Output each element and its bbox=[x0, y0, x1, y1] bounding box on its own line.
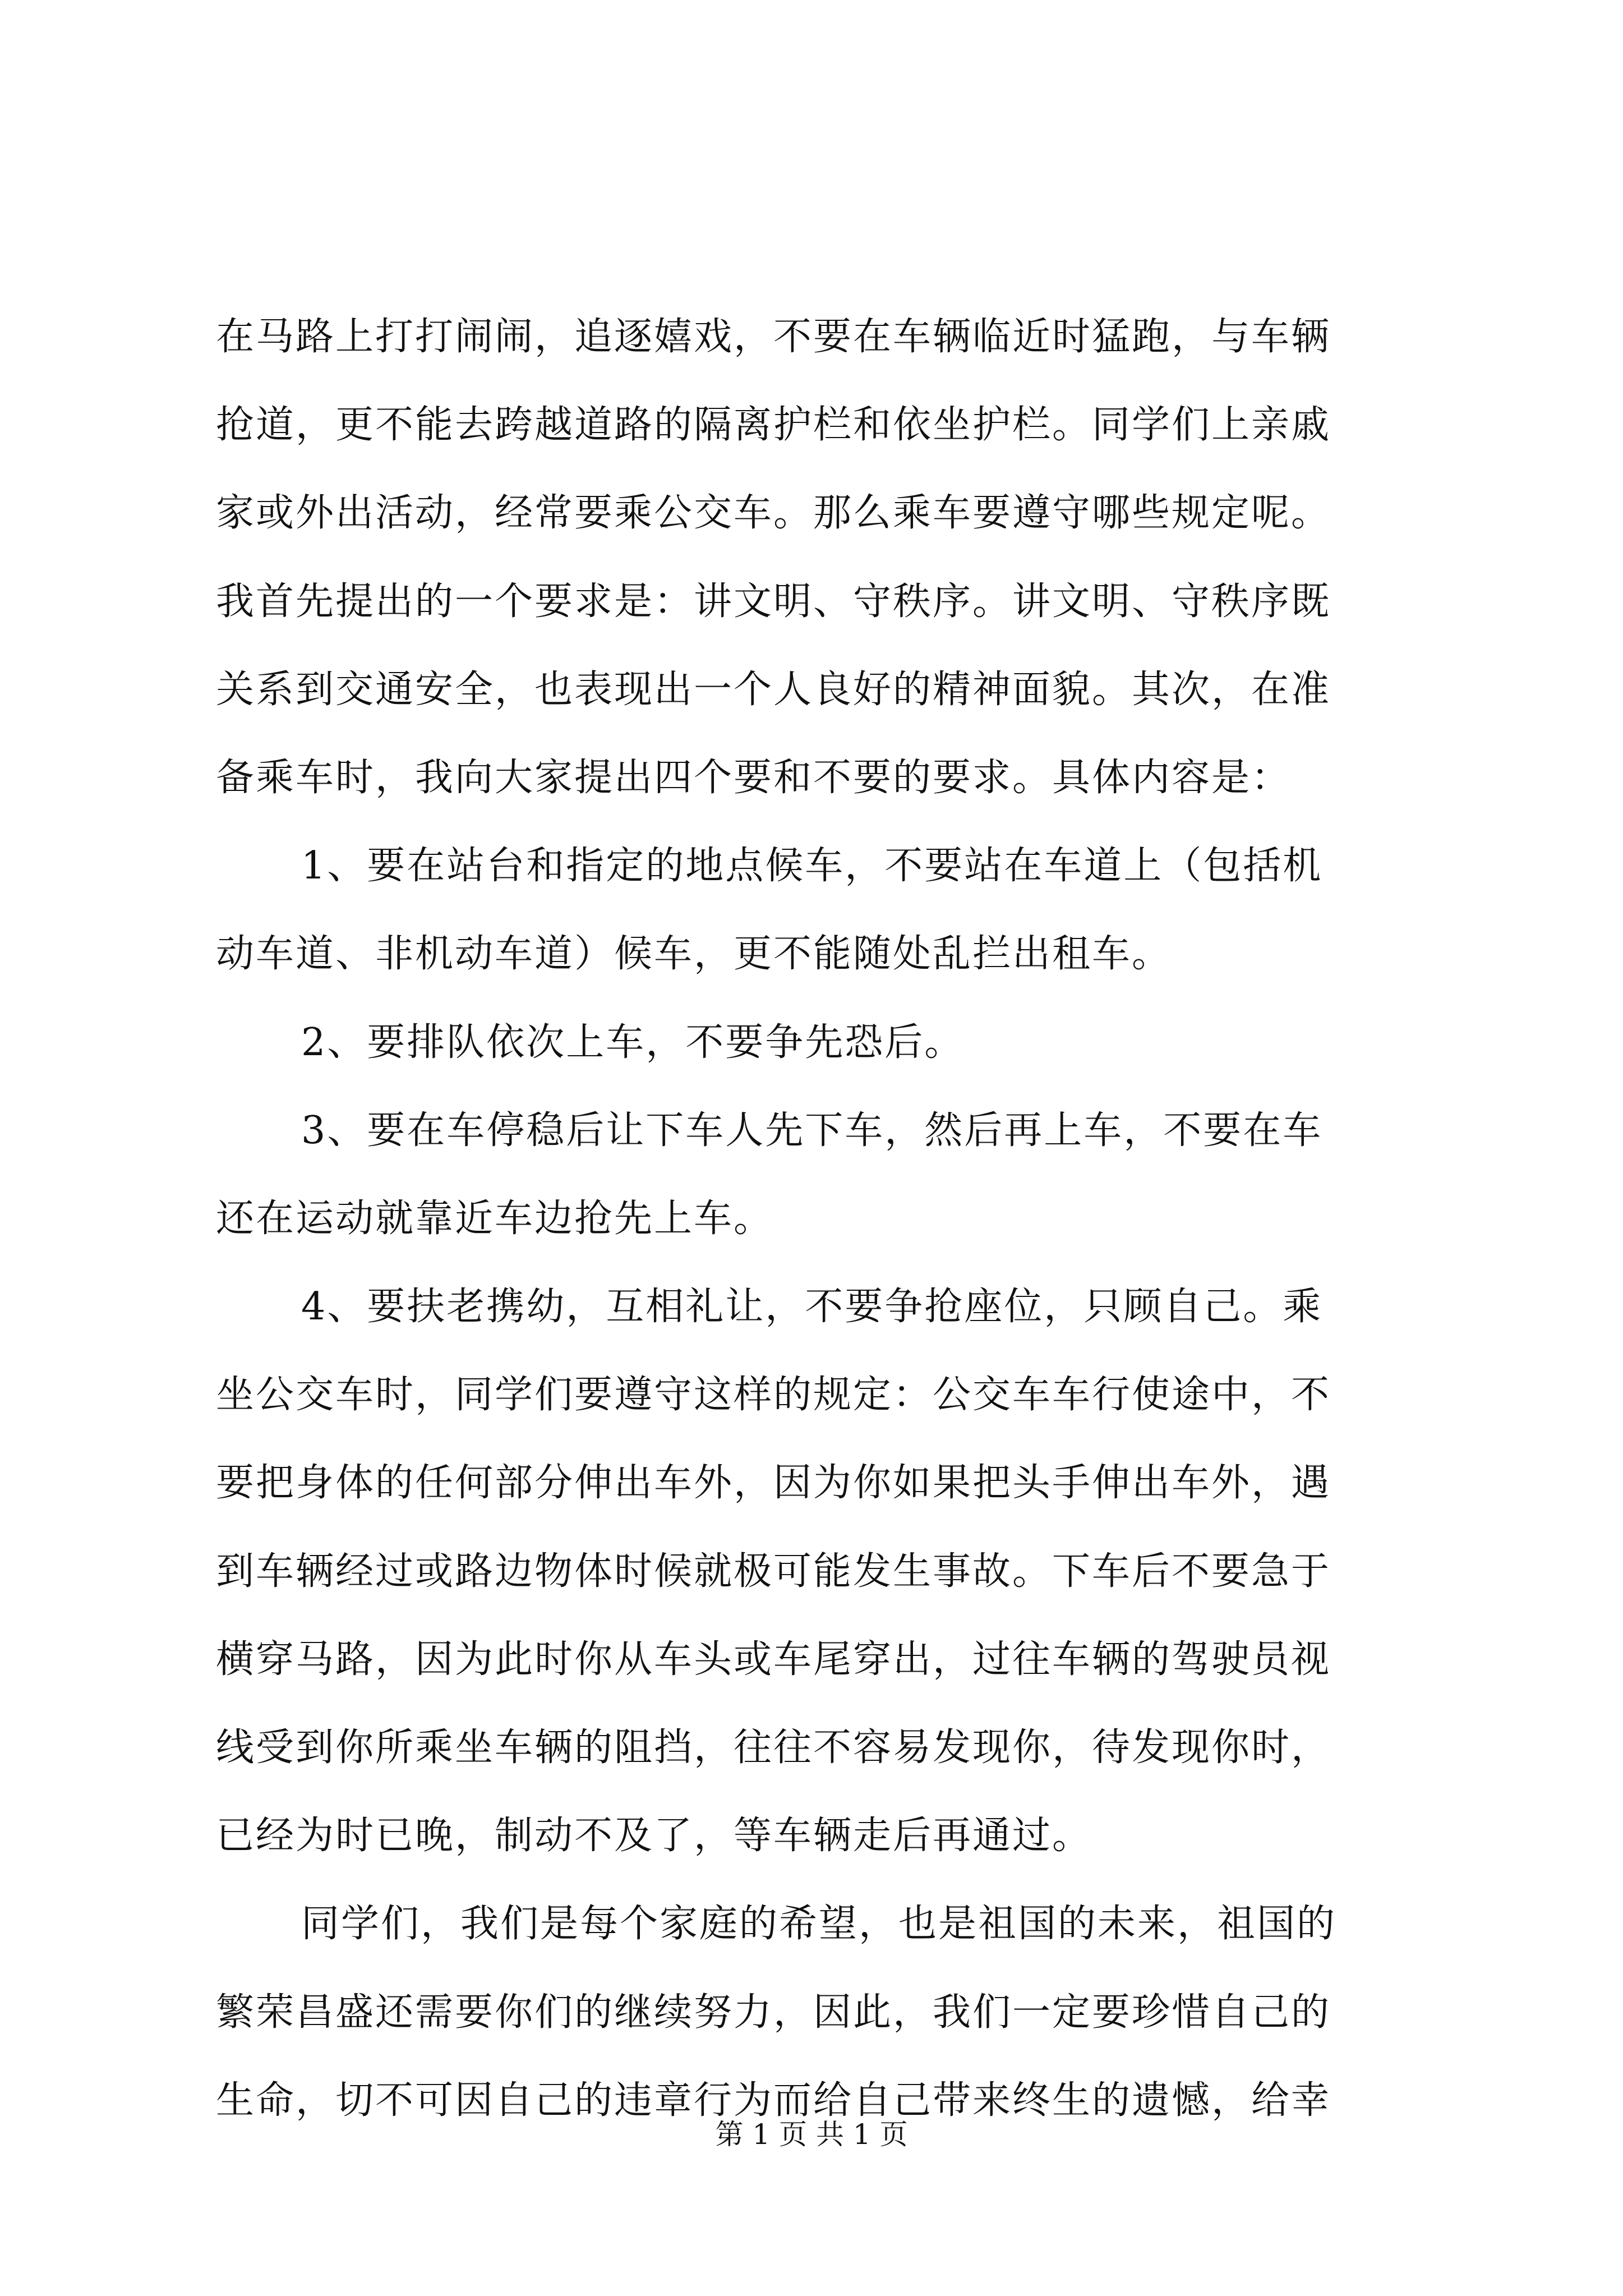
text-line: 生命，切不可因自己的违章行为而给自己带来终生的遗憾，给幸 bbox=[216, 2078, 1331, 2123]
text-line: 抢道，更不能去跨越道路的隔离护栏和依坐护栏。同学们上亲戚 bbox=[216, 403, 1331, 448]
page-number-label: 第 1 页 共 1 页 bbox=[715, 2118, 908, 2151]
text-line: 我首先提出的一个要求是：讲文明、守秩序。讲文明、守秩序既 bbox=[216, 579, 1331, 624]
text-line: 动车道、非机动车道）候车，更不能随处乱拦出租车。 bbox=[216, 932, 1172, 977]
list-item-2-line: 2、要排队依次上车，不要争先恐后。 bbox=[301, 1020, 965, 1065]
text-line: 线受到你所乘坐车辆的阻挡，往往不容易发现你，待发现你时， bbox=[216, 1726, 1331, 1770]
text-line: 到车辆经过或路边物体时候就极可能发生事故。下车后不要急于 bbox=[216, 1549, 1331, 1594]
text-line: 在马路上打打闹闹，追逐嬉戏，不要在车辆临近时猛跑，与车辆 bbox=[216, 315, 1331, 359]
page-footer bbox=[0, 2118, 1623, 2151]
text-line: 已经为时已晚，制动不及了，等车辆走后再通过。 bbox=[216, 1814, 1092, 1858]
text-line: 要把身体的任何部分伸出车外，因为你如果把头手伸出车外，遇 bbox=[216, 1461, 1331, 1506]
paragraph-start-line: 同学们，我们是每个家庭的希望，也是祖国的未来，祖国的 bbox=[301, 1902, 1337, 1947]
text-line: 家或外出活动，经常要乘公交车。那么乘车要遵守哪些规定呢。 bbox=[216, 491, 1331, 536]
text-line: 横穿马路，因为此时你从车头或车尾穿出，过往车辆的驾驶员视 bbox=[216, 1637, 1331, 1682]
text-line: 繁荣昌盛还需要你们的继续努力，因此，我们一定要珍惜自己的 bbox=[216, 1990, 1331, 2035]
list-item-1-line: 1、要在站台和指定的地点候车，不要站在车道上（包括机 bbox=[301, 844, 1323, 889]
document-body bbox=[216, 293, 1416, 2145]
text-line: 坐公交车时，同学们要遵守这样的规定：公交车车行使途中，不 bbox=[216, 1373, 1331, 1418]
text-line: 还在运动就靠近车边抢先上车。 bbox=[216, 1196, 774, 1241]
list-item-3-line: 3、要在车停稳后让下车人先下车，然后再上车，不要在车 bbox=[301, 1108, 1323, 1153]
text-line: 关系到交通安全，也表现出一个人良好的精神面貌。其次，在准 bbox=[216, 667, 1331, 712]
text-line: 备乘车时，我向大家提出四个要和不要的要求。具体内容是： bbox=[216, 755, 1292, 800]
list-item-4-line: 4、要扶老携幼，互相礼让，不要争抢座位，只顾自己。乘 bbox=[301, 1285, 1323, 1329]
